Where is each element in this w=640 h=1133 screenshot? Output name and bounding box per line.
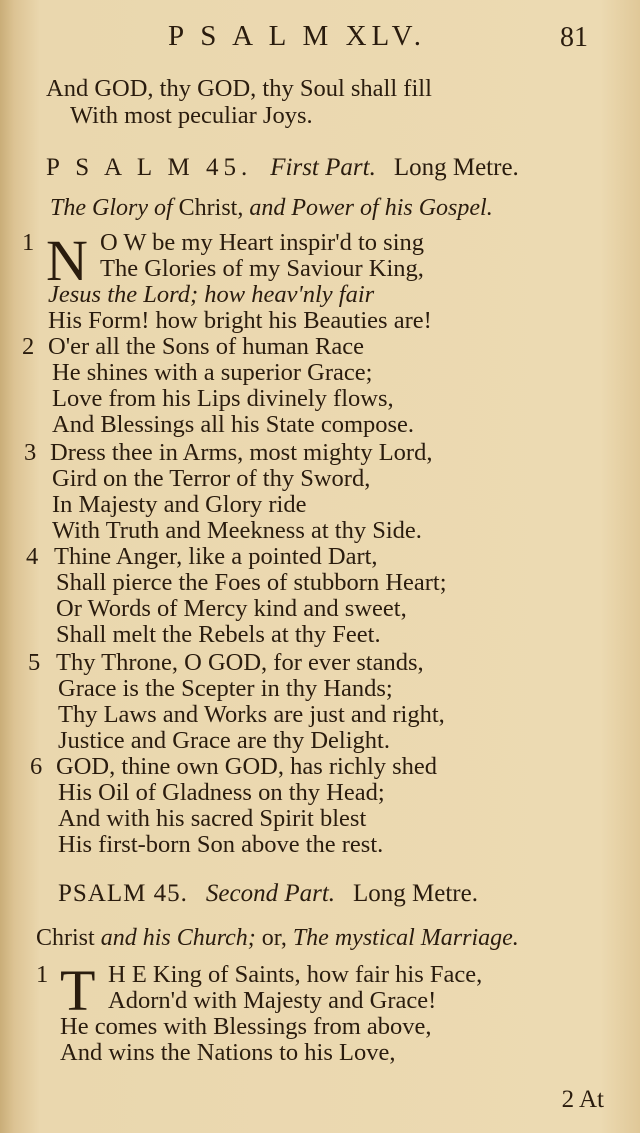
verse-line: Gird on the Terror of thy Sword, bbox=[52, 465, 371, 492]
verse-line: Jesus the Lord; how heav'nly fair bbox=[48, 281, 375, 308]
page-header bbox=[0, 20, 640, 56]
continuation-line: With most peculiar Joys. bbox=[70, 102, 313, 129]
verse-line: His Form! how bright his Beauties are! bbox=[48, 307, 432, 334]
heading-label: PSALM 45. bbox=[58, 880, 188, 907]
verse-line: Shall pierce the Foes of stubborn Heart; bbox=[56, 569, 447, 596]
verse-line: In Majesty and Glory ride bbox=[52, 491, 307, 518]
section-heading-first-part bbox=[46, 154, 519, 182]
drop-cap: N bbox=[46, 228, 88, 293]
catchword: 2 At bbox=[561, 1086, 604, 1113]
heading-part: First Part. bbox=[270, 154, 376, 181]
verse-line: His first-born Son above the rest. bbox=[58, 831, 384, 858]
stanza-number: 4 bbox=[26, 543, 39, 570]
verse-line: Thy Throne, O GOD, for ever stands, bbox=[56, 649, 424, 676]
verse-line: O'er all the Sons of human Race bbox=[48, 333, 365, 360]
subtitle-text: Christ, bbox=[178, 195, 244, 221]
subtitle-text: or, bbox=[261, 925, 287, 951]
page-number: 81 bbox=[560, 22, 588, 53]
heading-metre: Long Metre. bbox=[353, 880, 478, 907]
heading-part: Second Part. bbox=[205, 880, 336, 907]
verse-line: Justice and Grace are thy Delight. bbox=[58, 727, 390, 754]
drop-cap: T bbox=[60, 958, 96, 1023]
verse-line: GOD, thine own GOD, has richly shed bbox=[56, 753, 438, 780]
verse-line: And Blessings all his State compose. bbox=[52, 411, 415, 438]
verse-line: And wins the Nations to his Love, bbox=[60, 1039, 396, 1066]
stanza-number: 2 bbox=[22, 333, 35, 360]
subtitle-text: The mystical Marriage. bbox=[292, 925, 519, 951]
stanza-number: 1 bbox=[36, 961, 49, 988]
verse-line: O W be my Heart inspir'd to sing bbox=[100, 229, 425, 256]
stanza-number: 5 bbox=[28, 649, 41, 676]
subtitle-text: and his Church; bbox=[100, 925, 256, 951]
subtitle-text: The Glory of bbox=[50, 195, 173, 221]
verse-line: With Truth and Meekness at thy Side. bbox=[52, 517, 422, 544]
running-title: P S A L M XLV. bbox=[168, 20, 427, 52]
verse-line: Dress thee in Arms, most mighty Lord, bbox=[50, 439, 433, 466]
verse-line: He comes with Blessings from above, bbox=[60, 1013, 432, 1040]
verse-line: Love from his Lips divinely flows, bbox=[52, 385, 394, 412]
section-subtitle-first-part bbox=[50, 194, 493, 222]
stanza-number: 1 bbox=[22, 229, 35, 256]
subtitle-text: and Power of his Gospel. bbox=[249, 195, 493, 221]
subtitle-text: Christ bbox=[36, 925, 95, 951]
heading-label: P S A L M 45. bbox=[46, 154, 253, 181]
verse-line: Thine Anger, like a pointed Dart, bbox=[54, 543, 378, 570]
verse-line: Adorn'd with Majesty and Grace! bbox=[108, 987, 437, 1014]
verse-line: His Oil of Gladness on thy Head; bbox=[58, 779, 385, 806]
verse-line: Shall melt the Rebels at thy Feet. bbox=[56, 621, 381, 648]
heading-metre: Long Metre. bbox=[393, 154, 519, 181]
verse-line: He shines with a superior Grace; bbox=[52, 359, 373, 386]
section-heading-second-part bbox=[58, 880, 478, 908]
continuation-line: And GOD, thy GOD, thy Soul shall fill bbox=[46, 75, 432, 102]
verse-line: Or Words of Mercy kind and sweet, bbox=[56, 595, 407, 622]
verse-line: Thy Laws and Works are just and right, bbox=[58, 701, 445, 728]
verse-line: H E King of Saints, how fair his Face, bbox=[108, 961, 483, 988]
verse-line: Grace is the Scepter in thy Hands; bbox=[58, 675, 393, 702]
stanza-number: 6 bbox=[30, 753, 43, 780]
section-subtitle-second-part bbox=[36, 924, 519, 952]
stanza-number: 3 bbox=[24, 439, 37, 466]
verse-line: And with his sacred Spirit blest bbox=[58, 805, 367, 832]
verse-line: The Glories of my Saviour King, bbox=[100, 255, 424, 282]
